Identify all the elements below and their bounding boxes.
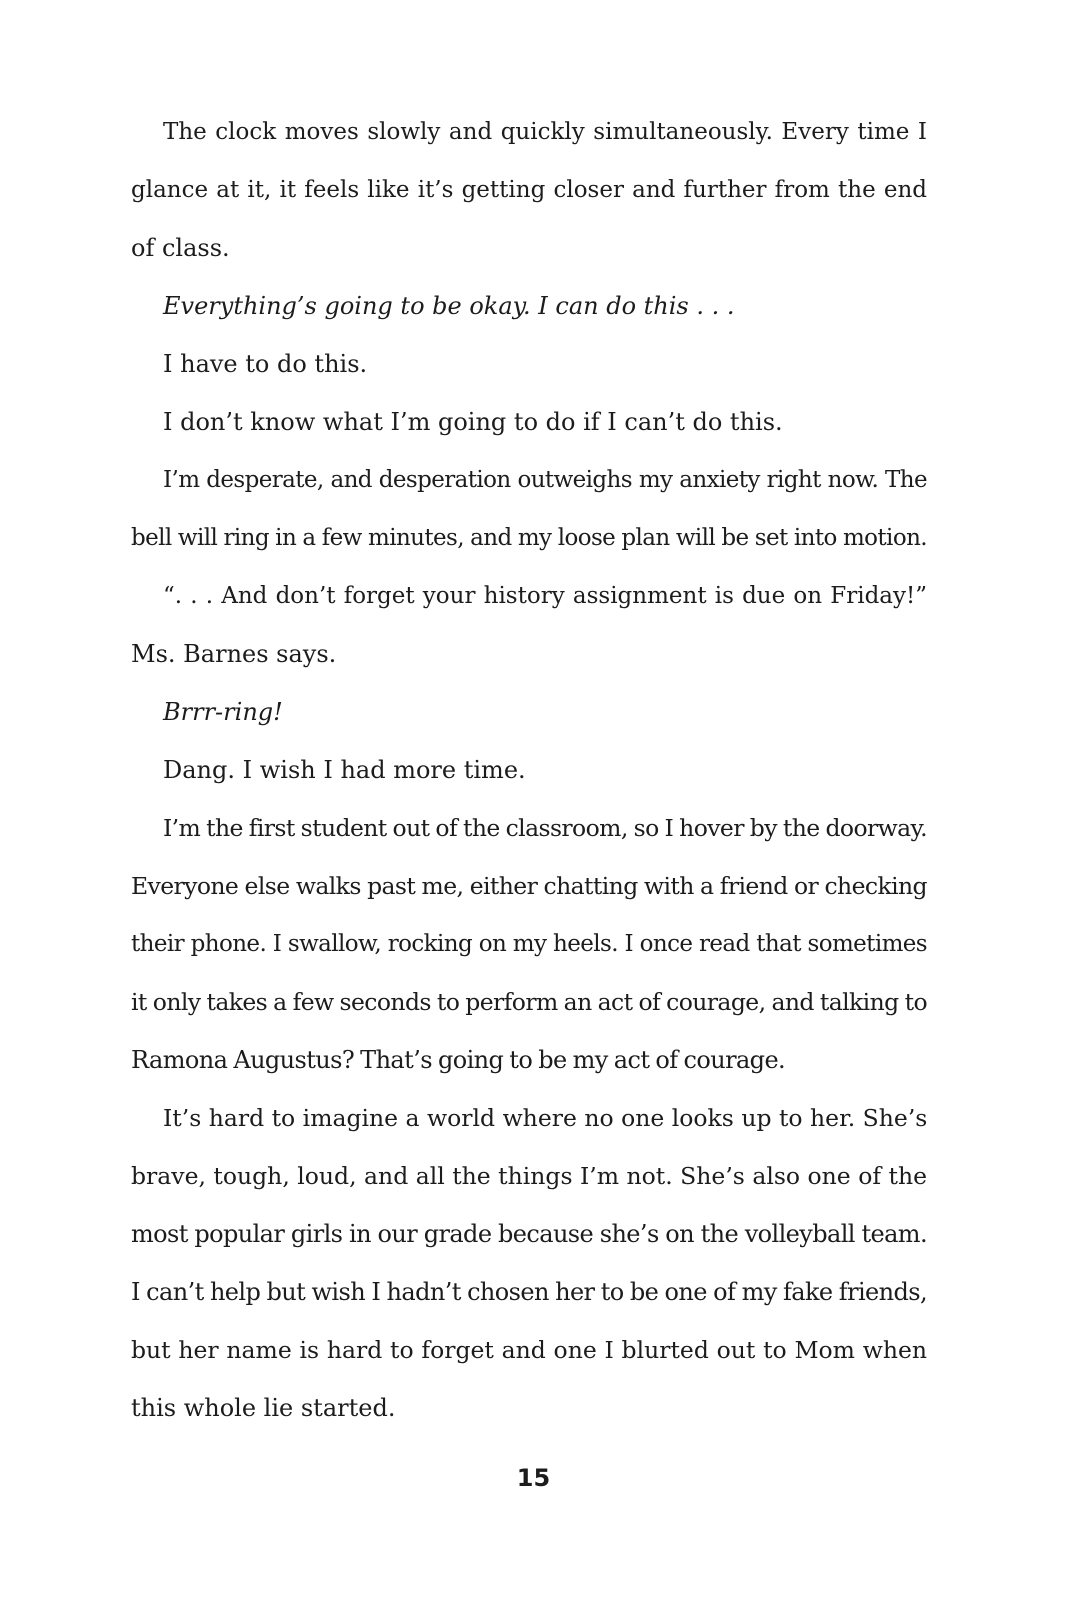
text-line: It’s hard to imagine a world where no one looks up to her. She’s	[163, 1104, 928, 1132]
text-line: this whole lie started.	[131, 1394, 396, 1422]
sound-effect-line: Brrr-ring!	[163, 698, 283, 726]
text-line: brave, tough, loud, and all the things I’m not. She’s also one of the	[131, 1162, 927, 1190]
page-number: 15	[516, 1464, 551, 1492]
text-line: but her name is hard to forget and one I blurted out to Mom when	[131, 1336, 927, 1364]
text-line: Ms. Barnes says.	[131, 640, 337, 668]
text-line: I have to do this.	[163, 350, 368, 378]
text-line: Dang. I wish I had more time.	[163, 756, 526, 784]
text-line: I’m desperate, and desperation outweighs my anxiety right now. The	[163, 467, 927, 493]
text-line: Ramona Augustus? That’s going to be my act of courage.	[131, 1046, 786, 1074]
text-line: their phone. I swallow, rocking on my heels. I once read that sometimes	[131, 931, 927, 957]
page-body	[131, 103, 927, 1437]
text-line: I don’t know what I’m going to do if I can’t do this.	[163, 408, 783, 436]
text-line: of class.	[131, 234, 230, 262]
text-line: The clock moves slowly and quickly simultaneously. Every time I	[163, 119, 927, 145]
text-line: most popular girls in our grade because she’s on the volleyball team.	[131, 1220, 927, 1248]
text-line: I’m the first student out of the classroom, so I hover by the doorway.	[163, 814, 927, 842]
dialogue-line: “. . . And don’t forget your history assignment is due on Friday!”	[163, 583, 927, 609]
text-line: bell will ring in a few minutes, and my loose plan will be set into motion.	[131, 525, 927, 551]
text-line: Everyone else walks past me, either chatting with a friend or checking	[131, 872, 927, 900]
text-line: it only takes a few seconds to perform an act of courage, and talking to	[131, 988, 927, 1016]
text-line: glance at it, it feels like it’s getting closer and further from the end	[131, 177, 927, 203]
text-line: I can’t help but wish I hadn’t chosen her to be one of my fake friends,	[131, 1278, 927, 1306]
italic-thought-line: Everything’s going to be okay. I can do this . . .	[163, 292, 735, 320]
